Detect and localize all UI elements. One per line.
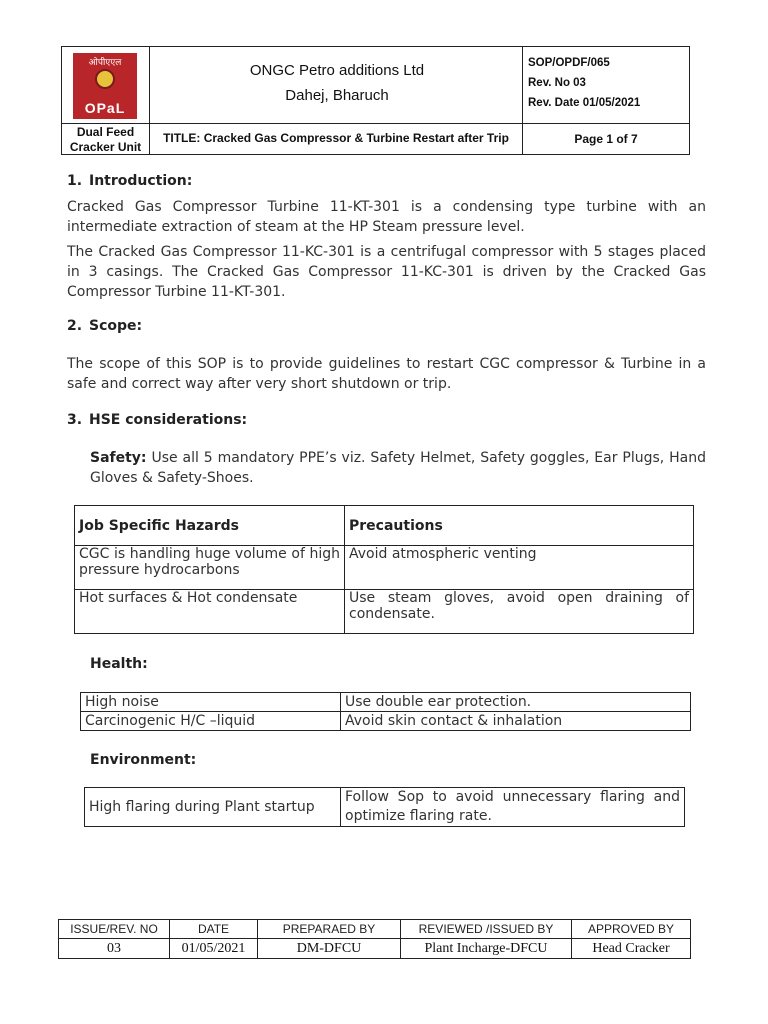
table-header-row <box>75 506 694 546</box>
table-row <box>75 546 694 590</box>
scope-paragraph: The scope of this SOP is to provide guidelines to restart CGC compressor & Turbine in a safe and correct way after very short shutdown or trip. <box>67 356 706 392</box>
approval-header-cell: DATE <box>170 920 258 939</box>
table-cell: Avoid skin contact & inhalation <box>341 712 691 731</box>
opal-logo <box>73 53 137 119</box>
safety-hazards-table <box>74 505 694 634</box>
section-number: 1. <box>67 173 83 189</box>
approval-value-cell: DM-DFCU <box>258 939 401 959</box>
environment-label: Environment: <box>90 752 197 768</box>
environment-table <box>84 787 685 827</box>
table-header-cell: Job Specific Hazards <box>75 506 345 546</box>
table-cell: Use double ear protection. <box>341 693 691 712</box>
table-row <box>81 712 691 731</box>
table-cell: High noise <box>81 693 341 712</box>
approval-header-cell: PREPARAED BY <box>258 920 401 939</box>
safety-text: Use all 5 mandatory PPE’s viz. Safety Helmet, Safety goggles, Ear Plugs, Hand Gloves & Safety-Shoes. <box>90 450 706 486</box>
approval-value-row <box>59 939 691 959</box>
header-divider <box>62 123 689 124</box>
section-heading-introduction <box>67 173 192 189</box>
document-header <box>61 46 690 155</box>
table-cell: Avoid atmospheric venting <box>345 546 694 590</box>
safety-paragraph <box>90 448 706 488</box>
section-title: Scope: <box>89 318 143 334</box>
table-cell: Hot surfaces & Hot condensate <box>75 590 345 634</box>
unit-name <box>62 125 149 155</box>
table-cell: Follow Sop to avoid unnecessary flaring and optimize flaring rate. <box>341 788 685 827</box>
section-number: 2. <box>67 318 83 334</box>
safety-label: Safety: <box>90 450 147 466</box>
section-heading-hse <box>67 412 247 428</box>
page-number: Page 1 of 7 <box>574 132 638 146</box>
table-row <box>85 788 685 827</box>
intro-paragraph-1: Cracked Gas Compressor Turbine 11-KT-301 is a condensing type turbine with an intermediate extraction of steam at the HP Steam pressure level. <box>67 199 706 235</box>
table-cell: Carcinogenic H/C –liquid <box>81 712 341 731</box>
section-heading-scope <box>67 318 142 334</box>
approval-header-cell: REVIEWED /ISSUED BY <box>401 920 572 939</box>
unit-line: Cracker Unit <box>69 140 142 154</box>
approval-value-cell: 01/05/2021 <box>170 939 258 959</box>
rev-number: Rev. No 03 <box>528 77 586 89</box>
approval-value-cell: Plant Incharge-DFCU <box>401 939 572 959</box>
document-title: TITLE: Cracked Gas Compressor & Turbine Restart after Trip <box>163 131 509 145</box>
logo-hindi-text: ओपीएएल <box>88 58 122 68</box>
logo-text: OPaL <box>84 100 126 116</box>
section-title: Introduction: <box>89 173 193 189</box>
table-header-cell: Precautions <box>345 506 694 546</box>
company-location: Dahej, Bharuch <box>285 87 389 104</box>
approval-table <box>58 919 691 959</box>
table-row <box>75 590 694 634</box>
approval-header-row <box>59 920 691 939</box>
table-cell: CGC is handling huge volume of high pressure hydrocarbons <box>75 546 345 590</box>
rev-date: Rev. Date 01/05/2021 <box>528 97 641 109</box>
intro-paragraph-2: The Cracked Gas Compressor 11-KC-301 is a centrifugal compressor with 5 stages placed in 3 casings. The Cracked Gas Compressor 11-KC-301 is driven by the Cracked Gas Compressor Turbine 11-KT-301. <box>67 244 706 300</box>
logo-emblem-icon <box>95 69 115 89</box>
unit-line: Dual Feed <box>76 125 135 139</box>
approval-header-cell: ISSUE/REV. NO <box>59 920 170 939</box>
company-name: ONGC Petro additions Ltd <box>249 62 425 79</box>
health-label: Health: <box>90 656 148 672</box>
section-title: HSE considerations: <box>89 412 248 428</box>
approval-value-cell: Head Cracker <box>572 939 691 959</box>
section-number: 3. <box>67 412 83 428</box>
table-cell: High flaring during Plant startup <box>85 788 341 827</box>
table-row <box>81 693 691 712</box>
doc-number: SOP/OPDF/065 <box>528 57 610 69</box>
approval-value-cell: 03 <box>59 939 170 959</box>
health-table <box>80 692 691 731</box>
approval-header-cell: APPROVED BY <box>572 920 691 939</box>
table-cell: Use steam gloves, avoid open draining of condensate. <box>345 590 694 634</box>
